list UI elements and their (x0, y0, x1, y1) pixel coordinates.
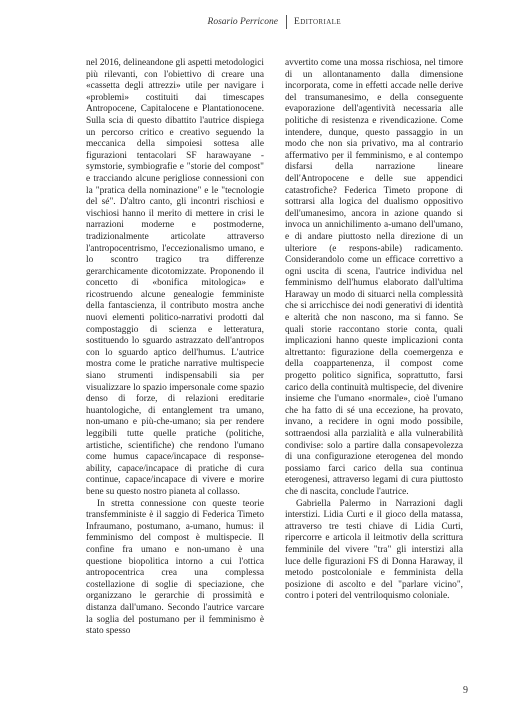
header-divider (286, 15, 287, 29)
running-header (0, 15, 510, 31)
left-column (86, 58, 264, 638)
left-paragraph-1: nel 2016, delineandone gli aspetti metodologici più rilevanti, con l'obiettivo di creare una «cassetta degli attrezzi» utile per navigare i «problemi» costituiti dai timescapes Antropocene, Capitalocene e Plantationocene. Sulla scia di questo dibattito l'autrice dispiega un percorso critico e creativo seguendo la meccanica della simpoiesi sottesa alle figurazioni tentacolari SF harawayane - symstorie, symbiografie e "storie del compost" e tracciando alcune perigliose connessioni con la "pratica della nominazione" e le "tecnologie del sé". D'altro canto, gli incontri rischiosi e vischiosi hanno il merito di mettere in crisi le narrazioni moderne e postmoderne, tradizionalmente articolate attraverso l'antropocentrismo, l'eccezionalismo umano, e lo scontro tragico tra differenze gerarchicamente dicotomizzate. Proponendo il concetto di «bonifica mitologica» e ricostruendo alcune genealogie femministe della fantascienza, il contributo mostra anche nuovi elementi politico-narrativi prodotti dal compostaggio di scienza e letteratura, sostituendo lo sguardo astrazzato dell'antropos con lo sguardo aptico dell'humus. L'autrice mostra come le pratiche narrative multispecie siano strumenti indispensabili sia per visualizzare lo spazio impersonale come spazio denso di forze, di relazioni ereditarie huantologiche, di entanglement tra umano, non-umano e più-che-umano; sia per rendere leggibili tutte quelle pratiche (politiche, artistiche, scientifiche) che rendono l'umano come humus capace/incapace di response-ability, capace/incapace di pratiche di cura continue, capace/incapace di vivere e morire bene su questo nostro pianeta al collasso. (86, 58, 264, 497)
page-number: 9 (463, 685, 468, 696)
header-author: Rosario Perricone (207, 17, 278, 27)
right-paragraph-2: Gabriella Palermo in Narrazioni dagli interstizi. Lidia Curti e il gioco della matassa, attraverso tre testi chiave di Lidia Curti, ripercorre e articola il leitmotiv della scrittura femminile del vivere "tra" gli interstizi alla luce delle figurazioni FS di Donna Haraway, il metodo postcoloniale e femminista della posizione di ascolto e del "parlare vicino", contro i poteri del ventriloquismo coloniale. (285, 498, 463, 602)
right-paragraph-1: avvertito come una mossa rischiosa, nel timore di un allontanamento dalla dimensione incorporata, come in effetti accade nelle derive del transumanesimo, e della conseguente evaporazione dell'agentività necessaria alle politiche di resistenza e rivendicazione. Come intendere, dunque, questo passaggio in un modo che non sia privativo, ma al contrario affermativo per il femminismo, e al contempo disfarsi della narrazione lineare dell'Antropocene e delle sue appendici catastrofiche? Federica Timeto propone di sottrarsi alla logica del dualismo oppositivo dell'umanesimo, ancora in azione quando si invoca un annichilimento a-umano dell'umano, e di andare piuttosto nella direzione di un ulteriore (e respons-abile) radicamento. Considerandolo come un efficace correttivo a ogni uscita di scena, l'autrice individua nel femminismo dell'humus elaborato dall'ultima Haraway un modo di situarci nella complessità che si arricchisce dei nodi generativi di identità e alterità che non nascono, ma si fanno. Se quali storie raccontano storie conta, quali implicazioni hanno queste implicazioni conta altrettanto: figurazione della coemergenza e della coappartenenza, il compost come progetto politico significa, soprattutto, farsi carico della continuità multispecie, del divenire insieme che l'umano «normale», cioè l'umano che ha fatto di sé una eccezione, ha provato, invano, a recidere in ogni modo possibile, sottraendosi alla parzialità e alla vulnerabilità condivise: solo a partire dalla consapevolezza di una configurazione eterogenea del mondo possiamo farci carico della sua continua eterogenesi, attraverso legami di cura piuttosto che di nascita, conclude l'autrice. (285, 58, 463, 497)
right-column (285, 58, 463, 603)
header-section-title: Editoriale (294, 17, 342, 27)
left-paragraph-2: In stretta connessione con queste teorie transfemministe è il saggio di Federica Timeto Infraumano, postumano, a-umano, humus: il femminismo del compost è multispecie. Il confine fra umano e non-umano è una questione biopolitica intorno a cui l'ottica antropocentrica crea una complessa costellazione di soglie di speciazione, che organizzano le gerarchie di prossimità e distanza dall'umano. Secondo l'autrice varcare la soglia del postumano per il femminismo è stato spesso (86, 498, 264, 637)
